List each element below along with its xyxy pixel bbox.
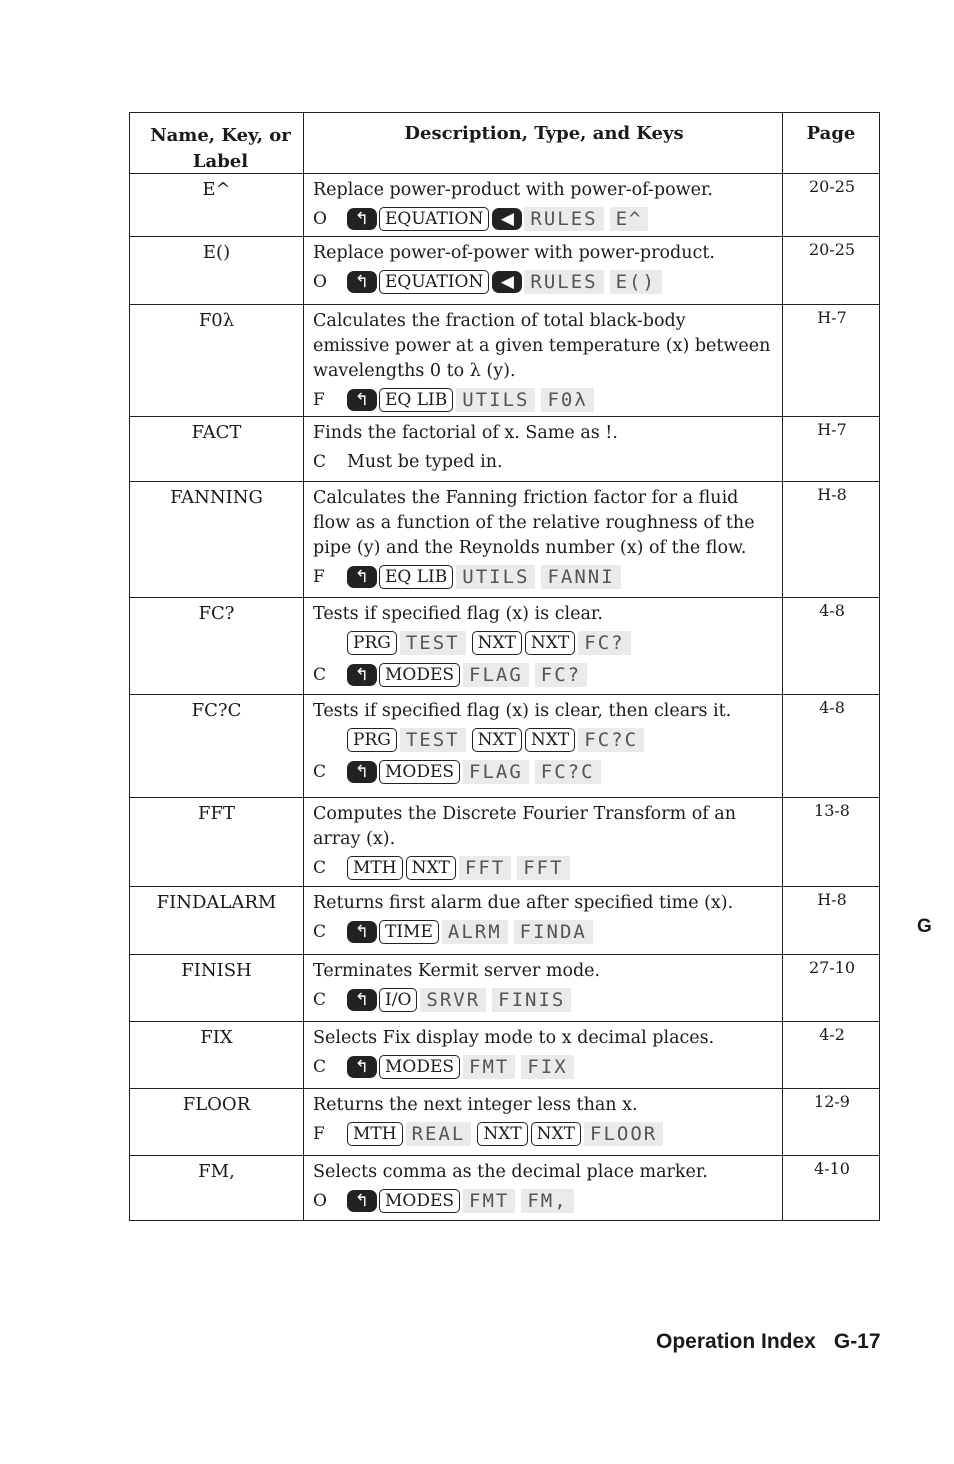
command-type: F xyxy=(313,1123,325,1144)
entry-description xyxy=(313,1160,778,1217)
table-header xyxy=(130,113,879,174)
menu-softkey: FANNI xyxy=(541,565,620,589)
description-line: Tests if specified flag (x) is clear. xyxy=(313,604,603,624)
menu-softkey: FINDA xyxy=(514,920,593,944)
keyboard-key: EQUATION xyxy=(379,207,489,231)
entry-page: 27-10 xyxy=(808,958,856,977)
menu-softkey: FINIS xyxy=(492,988,571,1012)
key-sequence xyxy=(313,984,778,1016)
command-type: C xyxy=(313,1056,327,1077)
menu-softkey: TEST xyxy=(400,728,466,752)
menu-softkey: FC?C xyxy=(578,728,644,752)
description-line: Computes the Discrete Fourier Transform of an xyxy=(313,804,737,824)
table-row xyxy=(130,237,879,305)
menu-softkey: FMT xyxy=(463,1189,515,1213)
entry-name: FC?C xyxy=(191,700,242,721)
keyboard-key: NXT xyxy=(531,1122,581,1146)
menu-softkey: FFT xyxy=(517,856,569,880)
header-page: Page xyxy=(806,123,856,144)
keyboard-key: NXT xyxy=(472,728,522,752)
keyboard-key: NXT xyxy=(525,631,575,655)
footer-page-number: G-17 xyxy=(833,1330,881,1353)
table-row xyxy=(130,598,879,695)
menu-softkey: FLAG xyxy=(463,663,529,687)
key-sequence xyxy=(313,627,778,659)
keyboard-key: MODES xyxy=(379,1055,460,1079)
menu-softkey: E() xyxy=(610,270,662,294)
entry-name: F0λ xyxy=(198,310,235,331)
left-shift-key-icon: ↰ xyxy=(347,664,377,686)
table-row xyxy=(130,174,879,237)
keyboard-key: NXT xyxy=(472,631,522,655)
menu-softkey: FC?C xyxy=(535,760,601,784)
menu-softkey: ALRM xyxy=(442,920,508,944)
keyboard-key: MTH xyxy=(347,1122,403,1146)
keyboard-key: PRG xyxy=(347,728,397,752)
description-line: Finds the factorial of x. Same as !. xyxy=(313,423,618,443)
menu-softkey: FFT xyxy=(459,856,511,880)
keyboard-key: EQUATION xyxy=(379,270,489,294)
description-line: Selects comma as the decimal place marker. xyxy=(313,1162,708,1182)
description-line: emissive power at a given temperature (x) between xyxy=(313,336,771,356)
entry-description xyxy=(313,421,778,478)
keyboard-key: PRG xyxy=(347,631,397,655)
entry-description xyxy=(313,1093,778,1150)
left-shift-key-icon: ↰ xyxy=(347,1056,377,1078)
table-row xyxy=(130,305,879,417)
command-type: O xyxy=(313,208,327,229)
key-sequence xyxy=(313,266,778,298)
menu-softkey: FC? xyxy=(578,631,630,655)
table-row xyxy=(130,417,879,482)
keyboard-key: MODES xyxy=(379,760,460,784)
entry-page: H-7 xyxy=(817,308,847,327)
key-sequence xyxy=(313,203,778,235)
entry-page: 4-8 xyxy=(819,601,845,620)
description-line: wavelengths 0 to λ (y). xyxy=(313,361,516,381)
key-sequence xyxy=(313,756,778,788)
menu-softkey: FMT xyxy=(463,1055,515,1079)
entry-page: 20-25 xyxy=(808,240,856,259)
description-line: Tests if specified flag (x) is clear, then clears it. xyxy=(313,701,732,721)
keyboard-key: EQ LIB xyxy=(379,565,453,589)
description-line: Calculates the fraction of total black-body xyxy=(313,311,686,331)
description-line: flow as a function of the relative roughness of the xyxy=(313,513,755,533)
command-type: C xyxy=(313,989,327,1010)
entry-page: 12-9 xyxy=(814,1092,850,1111)
menu-softkey: REAL xyxy=(406,1122,472,1146)
entry-name: FC? xyxy=(198,603,235,624)
page-footer xyxy=(656,1330,881,1354)
key-sequence xyxy=(313,852,778,884)
command-type: C xyxy=(313,664,327,685)
key-sequence xyxy=(313,384,778,416)
key-sequence xyxy=(313,724,778,756)
table-row xyxy=(130,482,879,598)
entry-description xyxy=(313,241,778,298)
key-sequence xyxy=(313,1118,778,1150)
keyboard-key: TIME xyxy=(379,920,439,944)
command-type: O xyxy=(313,271,327,292)
entry-page: 4-8 xyxy=(819,698,845,717)
left-shift-key-icon: ↰ xyxy=(347,989,377,1011)
key-sequence xyxy=(313,561,778,593)
key-sequence xyxy=(313,916,778,948)
left-shift-key-icon: ↰ xyxy=(347,566,377,588)
entry-name: FIX xyxy=(200,1027,233,1048)
entry-page: H-8 xyxy=(817,890,847,909)
entry-description xyxy=(313,486,778,593)
key-sequence xyxy=(313,1185,778,1217)
entry-description xyxy=(313,178,778,235)
entry-name: FM, xyxy=(198,1161,235,1182)
entry-page: 13-8 xyxy=(814,801,850,820)
table-row xyxy=(130,798,879,887)
left-shift-key-icon: ↰ xyxy=(347,921,377,943)
entry-name: FINDALARM xyxy=(156,892,277,913)
menu-softkey: FLOOR xyxy=(584,1122,663,1146)
entry-description xyxy=(313,699,778,788)
header-name: Name, Key, or Label xyxy=(150,125,291,172)
entry-description xyxy=(313,959,778,1016)
description-line: Calculates the Fanning friction factor for a fluid xyxy=(313,488,739,508)
key-note: Must be typed in. xyxy=(347,451,503,472)
left-arrow-key-icon: ◀ xyxy=(492,271,522,293)
table-row xyxy=(130,1089,879,1156)
menu-softkey: E^ xyxy=(610,207,649,231)
table-row xyxy=(130,1156,879,1220)
description-line: Returns first alarm due after specified time (x). xyxy=(313,893,734,913)
command-type: C xyxy=(313,451,327,472)
description-line: Replace power-product with power-of-power. xyxy=(313,180,713,200)
menu-softkey: TEST xyxy=(400,631,466,655)
key-sequence xyxy=(313,659,778,691)
left-shift-key-icon: ↰ xyxy=(347,1190,377,1212)
keyboard-key: MTH xyxy=(347,856,403,880)
menu-softkey: FLAG xyxy=(463,760,529,784)
left-shift-key-icon: ↰ xyxy=(347,761,377,783)
table-row xyxy=(130,887,879,955)
entry-name: FANNING xyxy=(170,487,263,508)
key-sequence xyxy=(313,1051,778,1083)
entry-name: FINISH xyxy=(181,960,252,981)
entry-name: FLOOR xyxy=(182,1094,251,1115)
entry-page: 4-2 xyxy=(819,1025,845,1044)
keyboard-key: NXT xyxy=(477,1122,527,1146)
entry-page: 4-10 xyxy=(814,1159,850,1178)
command-type: F xyxy=(313,389,325,410)
table-row xyxy=(130,695,879,798)
menu-softkey: SRVR xyxy=(420,988,486,1012)
key-sequence xyxy=(313,446,778,478)
left-arrow-key-icon: ◀ xyxy=(492,208,522,230)
menu-softkey: FM, xyxy=(521,1189,573,1213)
left-shift-key-icon: ↰ xyxy=(347,271,377,293)
entry-name: E() xyxy=(202,242,231,263)
description-line: Terminates Kermit server mode. xyxy=(313,961,601,981)
keyboard-key: I/O xyxy=(379,988,417,1012)
table-row xyxy=(130,955,879,1022)
entry-page: H-7 xyxy=(817,420,847,439)
header-description: Description, Type, and Keys xyxy=(404,123,684,144)
entry-page: H-8 xyxy=(817,485,847,504)
entry-name: FACT xyxy=(191,422,242,443)
entry-name: E^ xyxy=(202,179,231,200)
keyboard-key: MODES xyxy=(379,663,460,687)
entry-description xyxy=(313,602,778,691)
entry-description xyxy=(313,802,778,884)
entry-description xyxy=(313,309,778,416)
description-line: Returns the next integer less than x. xyxy=(313,1095,638,1115)
keyboard-key: MODES xyxy=(379,1189,460,1213)
description-line: pipe (y) and the Reynolds number (x) of the flow. xyxy=(313,538,747,558)
table-row xyxy=(130,1022,879,1089)
entry-description xyxy=(313,1026,778,1083)
command-type: C xyxy=(313,857,327,878)
command-type: O xyxy=(313,1190,327,1211)
command-type: C xyxy=(313,921,327,942)
description-line: array (x). xyxy=(313,829,396,849)
footer-title: Operation Index xyxy=(656,1330,816,1353)
menu-softkey: FIX xyxy=(521,1055,573,1079)
left-shift-key-icon: ↰ xyxy=(347,389,377,411)
section-tab: G xyxy=(917,916,932,937)
entry-name: FFT xyxy=(198,803,235,824)
keyboard-key: EQ LIB xyxy=(379,388,453,412)
left-shift-key-icon: ↰ xyxy=(347,208,377,230)
command-type: C xyxy=(313,761,327,782)
entry-description xyxy=(313,891,778,948)
menu-softkey: UTILS xyxy=(456,388,535,412)
menu-softkey: RULES xyxy=(524,270,603,294)
menu-softkey: FC? xyxy=(535,663,587,687)
description-line: Selects Fix display mode to x decimal places. xyxy=(313,1028,715,1048)
menu-softkey: F0λ xyxy=(541,388,593,412)
command-type: F xyxy=(313,566,325,587)
keyboard-key: NXT xyxy=(406,856,456,880)
menu-softkey: UTILS xyxy=(456,565,535,589)
description-line: Replace power-of-power with power-product. xyxy=(313,243,715,263)
operation-index-table xyxy=(129,112,880,1221)
keyboard-key: NXT xyxy=(525,728,575,752)
menu-softkey: RULES xyxy=(524,207,603,231)
entry-page: 20-25 xyxy=(808,177,856,196)
